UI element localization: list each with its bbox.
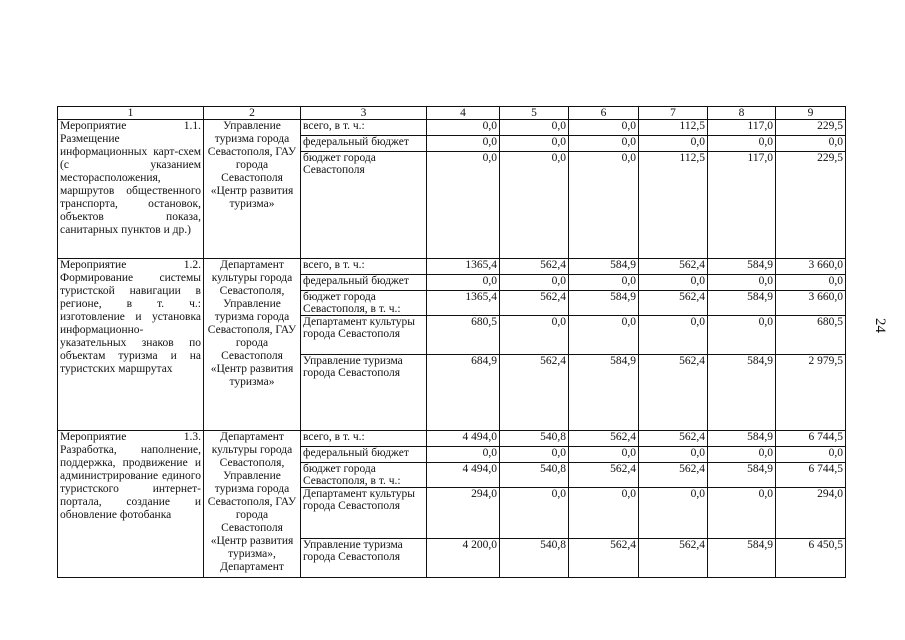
value-cell: 0,0	[500, 316, 569, 355]
value-cell: 6 744,5	[776, 431, 846, 447]
value-cell: 584,9	[708, 463, 776, 488]
funding-source: всего, в т. ч.:	[301, 431, 427, 447]
value-cell: 562,4	[639, 539, 708, 578]
funding-source: бюджет города Севастополя	[301, 152, 427, 259]
value-cell: 3 660,0	[776, 291, 846, 316]
value-cell: 0,0	[639, 316, 708, 355]
value-cell: 0,0	[569, 488, 639, 539]
funding-source: федеральный бюджет	[301, 447, 427, 463]
funding-source: Управление туризма города Севастополя	[301, 355, 427, 431]
value-cell: 0,0	[569, 136, 639, 152]
value-cell: 584,9	[569, 355, 639, 431]
value-cell: 0,0	[569, 152, 639, 259]
value-cell: 0,0	[427, 136, 500, 152]
funding-source: Управление туризма города Севастополя	[301, 539, 427, 578]
header-cell: 6	[569, 107, 639, 120]
value-cell: 562,4	[639, 291, 708, 316]
value-cell: 0,0	[569, 316, 639, 355]
value-cell: 584,9	[708, 539, 776, 578]
value-cell: 540,8	[500, 463, 569, 488]
value-cell: 0,0	[776, 447, 846, 463]
header-cell: 9	[776, 107, 846, 120]
value-cell: 229,5	[776, 152, 846, 259]
value-cell: 2 979,5	[776, 355, 846, 431]
value-cell: 680,5	[776, 316, 846, 355]
value-cell: 0,0	[500, 120, 569, 136]
header-row	[58, 107, 846, 120]
value-cell: 540,8	[500, 431, 569, 447]
value-cell: 0,0	[708, 316, 776, 355]
value-cell: 0,0	[569, 275, 639, 291]
value-cell: 0,0	[500, 152, 569, 259]
value-cell: 0,0	[708, 136, 776, 152]
value-cell: 562,4	[639, 463, 708, 488]
value-cell: 117,0	[708, 120, 776, 136]
value-cell: 6 744,5	[776, 463, 846, 488]
value-cell: 4 494,0	[427, 463, 500, 488]
funding-source: всего, в т. ч.:	[301, 259, 427, 275]
value-cell: 0,0	[639, 136, 708, 152]
value-cell: 584,9	[569, 259, 639, 275]
budget-table	[57, 106, 846, 578]
header-cell: 3	[301, 107, 427, 120]
funding-source: всего, в т. ч.:	[301, 120, 427, 136]
header-cell: 1	[58, 107, 204, 120]
measure-executor: Департамент культуры города Севастополя, Управление туризма города Севастополя, ГАУ города Севастополя «Центр развития туризма»	[204, 259, 301, 431]
funding-source: Департамент культуры города Севастополя	[301, 488, 427, 539]
value-cell: 0,0	[639, 488, 708, 539]
value-cell: 4 494,0	[427, 431, 500, 447]
value-cell: 294,0	[776, 488, 846, 539]
measure-executor: Управление туризма города Севастополя, ГАУ города Севастополя «Центр развития туризма»	[204, 120, 301, 259]
value-cell: 0,0	[500, 488, 569, 539]
value-cell: 1365,4	[427, 291, 500, 316]
value-cell: 562,4	[500, 259, 569, 275]
funding-source: бюджет города Севастополя, в т. ч.:	[301, 463, 427, 488]
value-cell: 0,0	[500, 136, 569, 152]
value-cell: 584,9	[708, 291, 776, 316]
value-cell: 3 660,0	[776, 259, 846, 275]
measure-title: Мероприятие 1.3. Разработка, наполнение, поддержка, продвижение и администрирование единого туристского интернет-портала, создание и обновление фотобанка	[58, 431, 204, 578]
value-cell: 112,5	[639, 120, 708, 136]
value-cell: 684,9	[427, 355, 500, 431]
value-cell: 0,0	[427, 447, 500, 463]
table-row	[58, 120, 846, 136]
value-cell: 562,4	[500, 355, 569, 431]
value-cell: 0,0	[427, 275, 500, 291]
value-cell: 0,0	[639, 447, 708, 463]
value-cell: 0,0	[708, 488, 776, 539]
funding-source: бюджет города Севастополя, в т. ч.:	[301, 291, 427, 316]
header-cell: 2	[204, 107, 301, 120]
header-cell: 8	[708, 107, 776, 120]
value-cell: 6 450,5	[776, 539, 846, 578]
value-cell: 562,4	[639, 355, 708, 431]
funding-source: федеральный бюджет	[301, 275, 427, 291]
value-cell: 562,4	[639, 431, 708, 447]
value-cell: 0,0	[500, 275, 569, 291]
value-cell: 0,0	[500, 447, 569, 463]
measure-executor: Департамент культуры города Севастополя, Управление туризма города Севастополя, ГАУ города Севастополя «Центр развития туризма», Департамент	[204, 431, 301, 578]
funding-source: Департамент культуры города Севастополя	[301, 316, 427, 355]
value-cell: 584,9	[569, 291, 639, 316]
value-cell: 562,4	[569, 463, 639, 488]
value-cell: 0,0	[708, 447, 776, 463]
value-cell: 584,9	[708, 355, 776, 431]
header-cell: 7	[639, 107, 708, 120]
value-cell: 562,4	[569, 539, 639, 578]
table-row	[58, 431, 846, 447]
value-cell: 0,0	[569, 120, 639, 136]
page-number: 24	[872, 318, 888, 333]
value-cell: 584,9	[708, 259, 776, 275]
value-cell: 0,0	[569, 447, 639, 463]
value-cell: 680,5	[427, 316, 500, 355]
value-cell: 0,0	[776, 275, 846, 291]
value-cell: 0,0	[427, 120, 500, 136]
header-cell: 5	[500, 107, 569, 120]
value-cell: 540,8	[500, 539, 569, 578]
value-cell: 0,0	[639, 275, 708, 291]
value-cell: 294,0	[427, 488, 500, 539]
funding-source: федеральный бюджет	[301, 136, 427, 152]
header-cell: 4	[427, 107, 500, 120]
value-cell: 229,5	[776, 120, 846, 136]
value-cell: 112,5	[639, 152, 708, 259]
measure-title: Мероприятие 1.2. Формирование системы туристской навигации в регионе, в т. ч.: изготовление и установка информационно-указательных знаков по объектам туризма и на туристских маршрутах	[58, 259, 204, 431]
value-cell: 4 200,0	[427, 539, 500, 578]
table-row	[58, 259, 846, 275]
value-cell: 0,0	[776, 136, 846, 152]
value-cell: 1365,4	[427, 259, 500, 275]
value-cell: 0,0	[427, 152, 500, 259]
value-cell: 562,4	[639, 259, 708, 275]
measure-title: Мероприятие 1.1. Размещение информационных карт-схем (с указанием месторасположения, маршрутов общественного транспорта, остановок, объектов показа, санитарных пунктов и др.)	[58, 120, 204, 259]
value-cell: 117,0	[708, 152, 776, 259]
value-cell: 584,9	[708, 431, 776, 447]
value-cell: 0,0	[708, 275, 776, 291]
value-cell: 562,4	[500, 291, 569, 316]
value-cell: 562,4	[569, 431, 639, 447]
